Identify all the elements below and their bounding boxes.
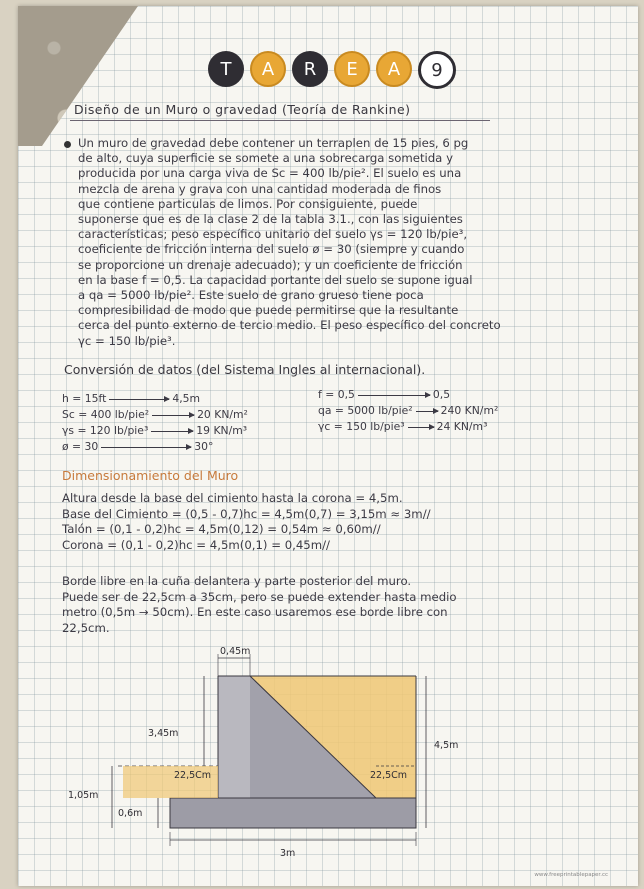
problem-line: producida por una carga viva de Sc = 400 lb/pie². El suelo es una bbox=[78, 166, 462, 181]
free-board-note bbox=[62, 574, 582, 636]
retaining-wall-diagram bbox=[18, 636, 638, 866]
arrow-icon bbox=[152, 415, 194, 416]
title-badges bbox=[208, 51, 456, 89]
title-letter-a: A bbox=[250, 51, 286, 87]
subtitle: Diseño de un Muro o gravedad (Teoría de Rankine) bbox=[74, 102, 411, 117]
left-free-label: 22,5Cm bbox=[174, 770, 212, 781]
conv-to: 20 KN/m² bbox=[197, 408, 248, 421]
conv-from: f = 0,5 bbox=[318, 388, 355, 401]
title-letter-t: T bbox=[208, 51, 244, 87]
dimension-title: Dimensionamiento del Muro bbox=[62, 468, 239, 483]
height-label: 4,5m bbox=[434, 740, 459, 751]
conv-to: 4,5m bbox=[172, 392, 201, 405]
arrow-icon bbox=[151, 431, 193, 432]
note-line: Puede ser de 22,5cm a 35cm, pero se puede extender hasta medio bbox=[62, 589, 457, 604]
stem-label: 3,45m bbox=[148, 728, 179, 739]
conv-to: 19 KN/m³ bbox=[196, 424, 248, 437]
problem-line: γc = 150 lb/pie³. bbox=[78, 333, 176, 348]
conv-from: γc = 150 lb/pie³ bbox=[318, 420, 405, 433]
note-line: metro (0,5m → 50cm). En este caso usaremos ese borde libre con bbox=[62, 605, 448, 619]
subtitle-underline bbox=[70, 120, 490, 121]
stone-background bbox=[18, 6, 138, 146]
problem-line: suponerse que es de la clase 2 de la tabla 3.1., con las siguientes bbox=[78, 212, 463, 227]
note-line: Borde libre en la cuña delantera y parte posterior del muro. bbox=[62, 574, 412, 588]
conv-to: 30° bbox=[194, 440, 214, 453]
base-label: 3m bbox=[280, 848, 296, 859]
problem-line: de alto, cuya superficie se somete a una sobrecarga sometida y bbox=[78, 151, 453, 166]
conv-right-2 bbox=[318, 420, 487, 433]
conv-from: h = 15ft bbox=[62, 392, 107, 405]
conv-left-0 bbox=[62, 392, 200, 405]
title-letter-r: R bbox=[292, 51, 328, 87]
conv-from: Sc = 400 lb/pie² bbox=[62, 408, 150, 421]
conv-left-1 bbox=[62, 408, 248, 421]
arrow-icon bbox=[358, 395, 430, 396]
problem-line: características; peso específico unitario del suelo γs = 120 lb/pie³, bbox=[78, 227, 468, 242]
wall-footing bbox=[170, 798, 416, 828]
total-left-label: 1,05m bbox=[68, 790, 99, 801]
footing-label: 0,6m bbox=[118, 808, 143, 819]
problem-line: a qa = 5000 lb/pie². Este suelo de grano grueso tiene poca bbox=[78, 288, 424, 303]
conv-right-0 bbox=[318, 388, 450, 401]
conv-right-1 bbox=[318, 404, 498, 417]
dimension-line: Base del Cimiento = (0,5 - 0,7)hc = 4,5m(0,7) = 3,15m ≈ 3m// bbox=[62, 506, 431, 521]
dimension-line: Corona = (0,1 - 0,2)hc = 4,5m(0,1) = 0,45m// bbox=[62, 537, 330, 552]
problem-line: en la base f = 0,5. La capacidad portante del suelo se supone igual bbox=[78, 272, 473, 287]
conv-from: ø = 30 bbox=[62, 440, 99, 453]
right-free-label: 22,5Cm bbox=[370, 770, 408, 781]
arrow-icon bbox=[408, 427, 434, 428]
arrow-icon bbox=[101, 447, 191, 448]
dimension-line: Talón = (0,1 - 0,2)hc = 4,5m(0,12) = 0,54m ≈ 0,60m// bbox=[62, 522, 381, 536]
problem-line: cerca del punto externo de tercio medio. El peso específico del concreto bbox=[78, 318, 501, 333]
crown-label: 0,45m bbox=[220, 646, 251, 657]
conv-to: 0,5 bbox=[432, 388, 451, 401]
problem-line: mezcla de arena y grava con una cantidad moderada de finos bbox=[78, 181, 442, 196]
problem-line: se proporcione un drenaje adecuado); y un coeficiente de fricción bbox=[78, 257, 463, 272]
bullet-dot bbox=[64, 141, 71, 148]
title-letter-e: E bbox=[334, 51, 370, 87]
conv-left-2 bbox=[62, 424, 247, 437]
footer-credit: www.freeprintablepaper.cc bbox=[534, 872, 608, 878]
problem-line: coeficiente de fricción interna del suelo ø = 30 (siempre y cuando bbox=[78, 242, 465, 257]
problem-line: que contiene particulas de limos. Por consiguiente, puede bbox=[78, 196, 418, 211]
arrow-icon bbox=[416, 411, 438, 412]
conversion-title: Conversión de datos (del Sistema Ingles al internacional). bbox=[64, 362, 426, 377]
conv-to: 24 KN/m³ bbox=[436, 420, 488, 433]
conv-from: γs = 120 lb/pie³ bbox=[62, 424, 149, 437]
dimension-line: Altura desde la base del cimiento hasta la corona = 4,5m. bbox=[62, 491, 403, 505]
problem-statement bbox=[78, 136, 598, 349]
title-letter-a2: A bbox=[376, 51, 412, 87]
conv-from: qa = 5000 lb/pie² bbox=[318, 404, 413, 417]
note-line: 22,5cm. bbox=[62, 620, 110, 635]
notebook-page bbox=[18, 6, 638, 886]
problem-line: Un muro de gravedad debe contener un terraplen de 15 pies, 6 pg bbox=[78, 136, 469, 150]
dimension-lines bbox=[62, 491, 582, 553]
conv-left-3 bbox=[62, 440, 213, 453]
conv-to: 240 KN/m² bbox=[440, 404, 499, 417]
arrow-icon bbox=[109, 399, 169, 400]
title-number: 9 bbox=[418, 51, 456, 89]
problem-line: compresibilidad de modo que puede permitirse que la resultante bbox=[78, 303, 459, 318]
